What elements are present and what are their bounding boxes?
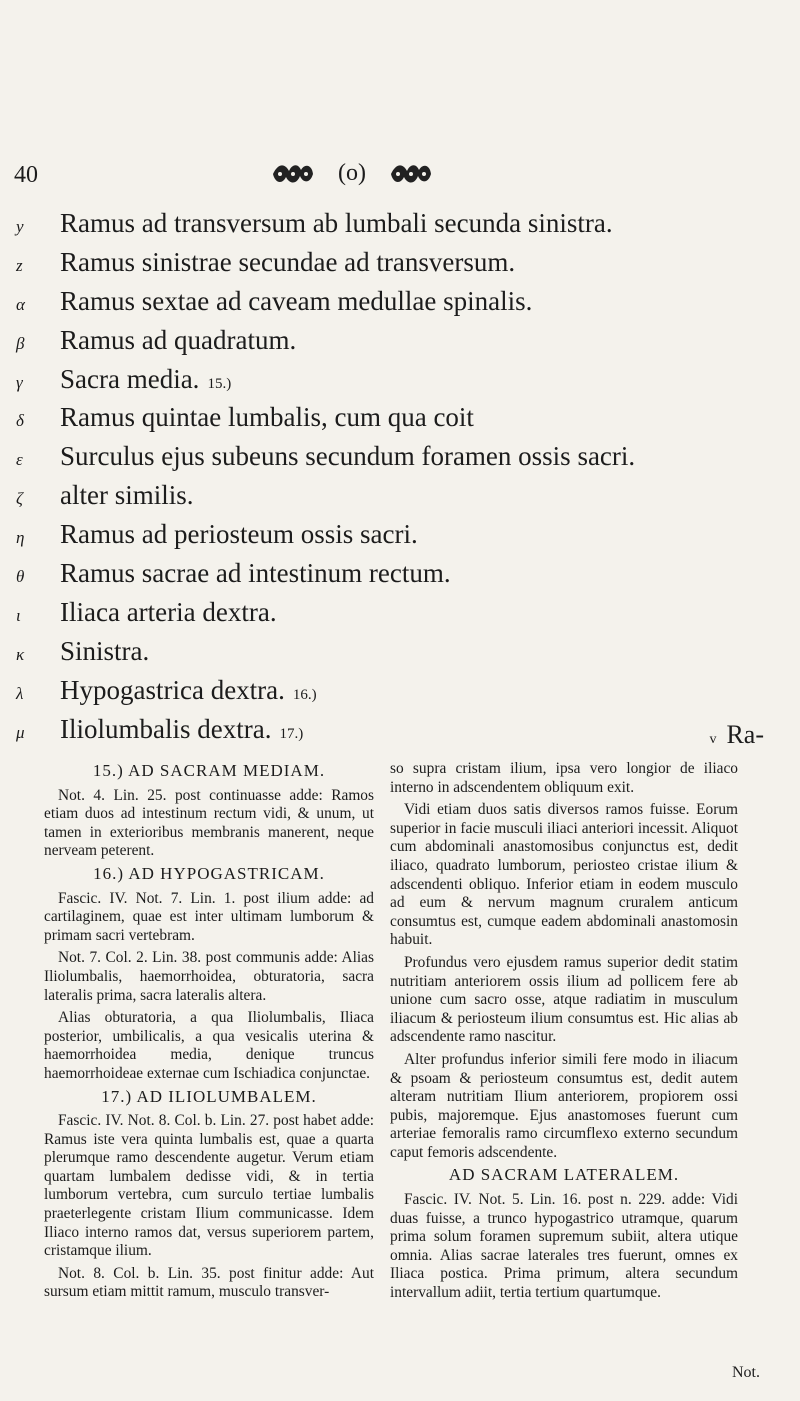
item-text: Sacra media. [60,363,200,394]
item-letter: β [16,333,25,353]
list-item [16,714,756,753]
item-letter: λ [16,683,24,703]
note-ref: 17.) [279,725,304,742]
item-letter: ε [16,450,23,470]
note-ref: 16.) [292,686,317,703]
list-item [16,675,756,714]
note-paragraph: Fascic. IV. Not. 8. Col. b. Lin. 27. post habet adde: Ramus iste vera quinta lumbalis est, quae a quarta plerumque ramo descendente augetur. Verum etiam quartam lumbalem dedisse vidi, & in tertia lumborum vertebra, cum surculo tertiae lumbalis praeterlegente cristam Ilium communicasse. Idem Iliaco interno ramos dat, versus superiorem partem, cristamque ilium. [44,1112,374,1260]
list-item [16,636,756,675]
list-item [16,325,756,364]
list-item [16,597,756,636]
note-paragraph: Not. 7. Col. 2. Lin. 38. post communis adde: Alias Iliolumbalis, haemorrhoidea, obturatoria, sacra lateralis prima, sacra lateralis altera. [44,949,374,1004]
catchword-text: Ra- [726,720,764,749]
item-text: Surculus ejus subeuns secundum foramen ossis sacri. [60,441,636,472]
section-heading: 15.) AD SACRAM MEDIAM. [92,761,326,780]
item-letter: z [16,255,23,275]
catchword [709,720,764,750]
list-item [16,364,756,403]
item-text: Ramus sextae ad caveam medullae spinalis. [60,285,533,316]
note-paragraph: Alter profundus inferior simili fere modo in iliacum & psoam & periosteum consumtus est, dedit autem alteram nutritiam Ilium anteriorem, propiorem ossi pubis, majoremque. Ejus anastomoses fuerunt cum arteriae femoralis ramo circumflexo externo secundum caput femoris adscendente. [390,1050,738,1161]
section-heading: AD SACRAM LATERALEM. [448,1165,680,1185]
item-letter: δ [16,411,24,431]
note-paragraph: Alias obturatoria, a qua Iliolumbalis, Iliaca posterior, umbilicalis, a qua vesicalis uterina & haemorrhoidea media, denique truncus haemorrhoideae externae cum Ischiadica conjunctae. [44,1009,374,1082]
notes-left-column [44,760,374,1306]
note-paragraph: Fascic. IV. Not. 7. Lin. 1. post ilium adde: ad cartilaginem, quae est inter ultimam lumborum & primam sacri vertebram. [44,889,374,944]
note-paragraph: Not. 4. Lin. 25. post continuasse adde: Ramos etiam duos ad intestinum rectum vidi, & unum, ut tamen in exterioribus membranis manerent, neque nerveam peterent. [44,786,374,860]
note-paragraph: so supra cristam ilium, ipsa vero longior de iliaco interno in adscendentem obliquum exit. [390,760,738,796]
page-number: 40 [14,162,38,188]
item-text: Hypogastrica dextra. [60,674,285,705]
left-ornament-icon [270,161,316,187]
index-list [16,208,756,752]
item-text: Iliaca arteria dextra. [60,596,277,627]
item-text: Sinistra. [60,635,150,666]
item-letter: μ [16,722,25,742]
notes-right-column [390,760,738,1307]
list-item [16,441,756,480]
note-paragraph: Vidi etiam duos satis diversos ramos fuisse. Eorum superior in facie musculi iliaci anteriori incessit. Aliquot cum abdominali anastomosibus conjunctus est, dedit iliaco, quadrato lumborum, periosteo cristae ilium & adscendenti obliquo. Inferior etiam in eodem musculo ad eum & nervum magnum cruralem anticum consumtus est, cumque eadem abdominali anastomosin habuit. [390,801,738,949]
center-mark: (o) [338,160,366,186]
item-text: Ramus sinistrae secundae ad transversum. [60,246,516,277]
list-item [16,402,756,441]
footer-catchword: Not. [732,1364,760,1381]
right-ornament-icon [388,161,434,187]
item-letter: ζ [16,489,23,509]
item-letter: θ [16,567,25,587]
item-letter: ι [16,605,21,625]
list-item [16,558,756,597]
item-text: alter similis. [60,480,194,511]
item-letter: α [16,294,25,314]
item-text: Ramus quintae lumbalis, cum qua coit [60,402,474,433]
note-ref: 15.) [207,375,232,392]
list-item [16,480,756,519]
item-text: Ramus ad quadratum. [60,324,297,355]
list-item [16,286,756,325]
item-text: Ramus ad transversum ab lumbali secunda sinistra. [60,208,613,238]
list-item [16,247,756,286]
section-heading: 16.) AD HYPOGASTRICAM. [93,863,325,883]
header-ornament [270,160,434,187]
item-letter: η [16,528,25,548]
note-paragraph: Fascic. IV. Not. 5. Lin. 16. post n. 229. adde: Vidi duas fuisse, a trunco hypogastrico utramque, quarum prima solum foramen supremum subiit, altera utique omnia. Alias sacrae laterales tres fuerunt, omnes ex Iliaca postica. Prima primum, altera secundum intervallum adiit, tertia tertium quartumque. [390,1191,738,1302]
list-item [16,208,756,247]
item-letter: y [16,217,24,236]
note-paragraph: Not. 8. Col. b. Lin. 35. post finitur adde: Aut sursum etiam mittit ramum, musculo transver- [44,1264,374,1301]
item-text: Iliolumbalis dextra. [60,713,272,744]
note-paragraph: Profundus vero ejusdem ramus superior dedit statim nutritiam anteriorem ossis ilium ad pollicem fere ab unione cum sacro osse, atque radiatim in musculum iliacum & periosteum ilium consumtus est. Hic alias ab adscendente ramo nascitur. [390,953,738,1046]
item-text: Ramus sacrae ad intestinum rectum. [60,558,451,589]
item-text: Ramus ad periosteum ossis sacri. [60,519,418,550]
section-heading: 17.) AD ILIOLUMBALEM. [101,1086,317,1106]
item-letter: κ [16,644,25,664]
item-letter: γ [16,372,23,392]
signature-mark: v [709,732,717,747]
list-item [16,519,756,558]
